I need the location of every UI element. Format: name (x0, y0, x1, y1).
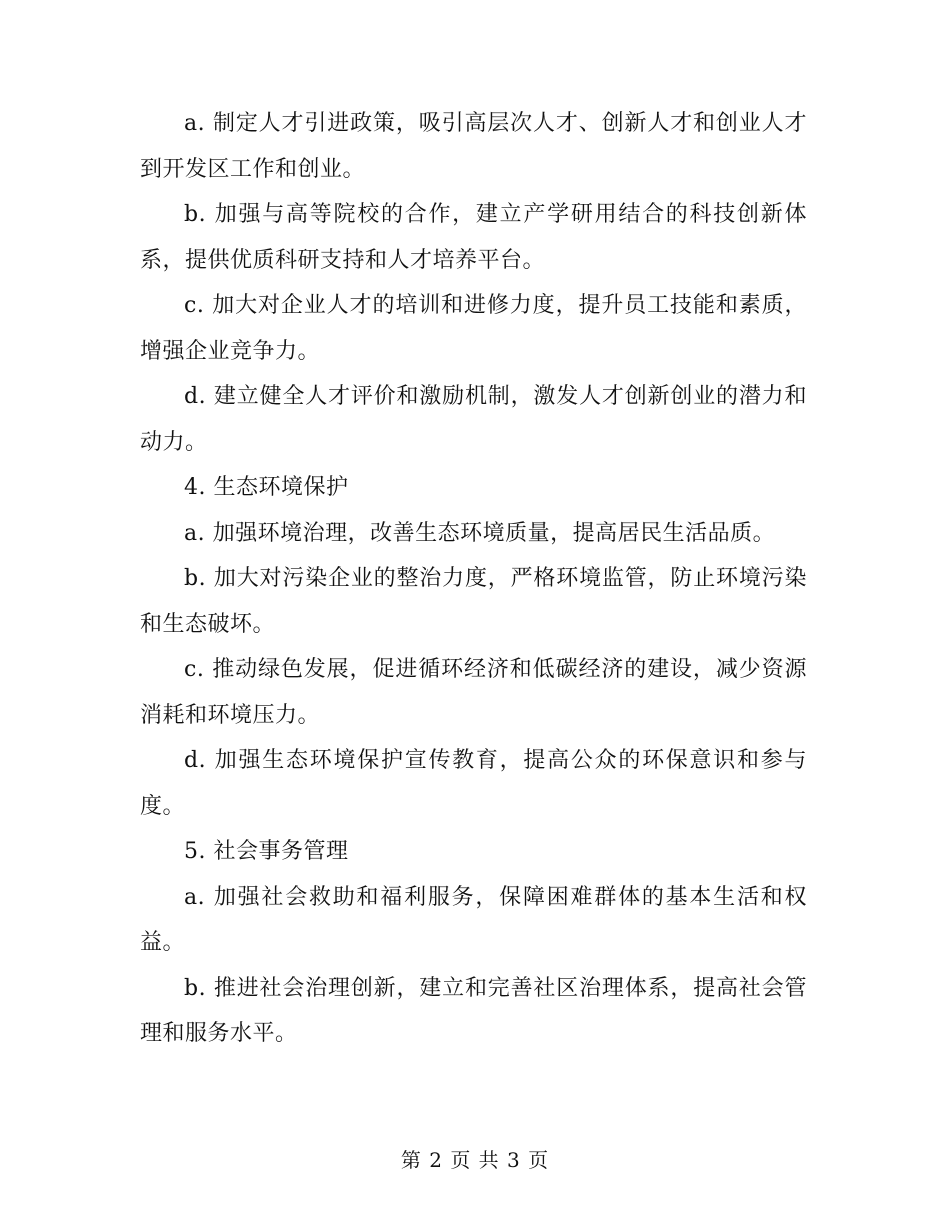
document-body (140, 101, 807, 1057)
section-heading-social-affairs: 5. 社会事务管理 (184, 839, 349, 864)
section-heading-ecology: 4. 生态环境保护 (184, 475, 349, 500)
paragraph-talent-training: c. 加大对企业人才的培训和进修力度，提升员工技能和素质，增强企业竞争力。 (140, 293, 807, 364)
paragraph-pollution-control: b. 加大对污染企业的整治力度，严格环境监管，防止环境污染和生态破坏。 (140, 566, 807, 637)
paragraph-talent-incentives: d. 建立健全人才评价和激励机制，激发人才创新创业的潜力和动力。 (140, 384, 807, 455)
paragraph-environment-governance: a. 加强环境治理，改善生态环境质量，提高居民生活品质。 (184, 520, 776, 546)
paragraph-social-welfare: a. 加强社会救助和福利服务，保障困难群体的基本生活和权益。 (140, 884, 807, 955)
paragraph-social-governance: b. 推进社会治理创新，建立和完善社区治理体系，提高社会管理和服务水平。 (140, 975, 807, 1046)
paragraph-green-development: c. 推动绿色发展，促进循环经济和低碳经济的建设，减少资源消耗和环境压力。 (140, 657, 807, 728)
paragraph-environmental-education: d. 加强生态环境保护宣传教育，提高公众的环保意识和参与度。 (140, 748, 807, 819)
page-number-footer: 第 2 页 共 3 页 (400, 1148, 550, 1172)
paragraph-talent-policy: a. 制定人才引进政策，吸引高层次人才、创新人才和创业人才到开发区工作和创业。 (140, 111, 807, 182)
paragraph-university-cooperation: b. 加强与高等院校的合作，建立产学研用结合的科技创新体系，提供优质科研支持和人才培养平台。 (140, 202, 807, 273)
